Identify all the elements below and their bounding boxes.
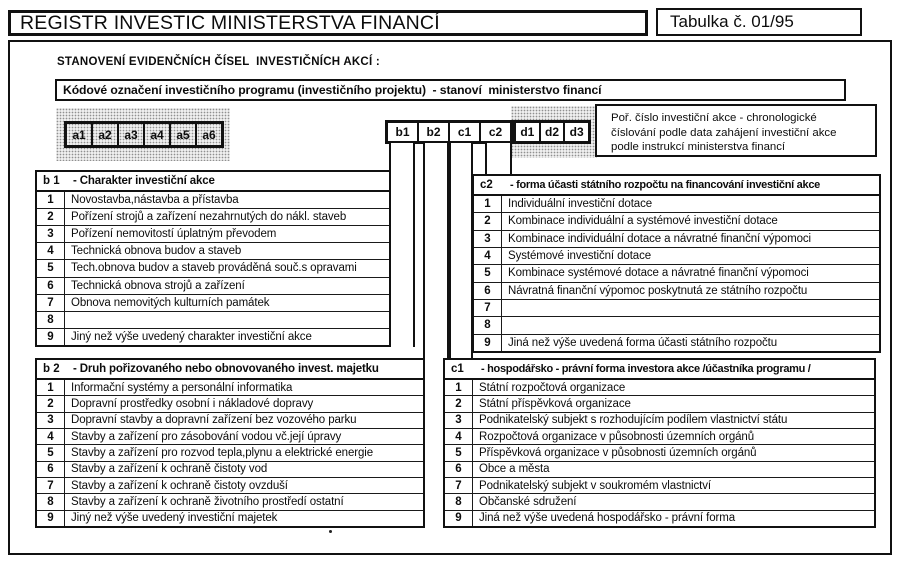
table-b1-code: b 1: [43, 175, 60, 187]
row-text: Dopravní stavby a dopravní zařízení bez vozového parku: [71, 414, 357, 427]
row-text: Stavby a zařízení pro rozvod tepla,plynu a elektrické energie: [71, 446, 374, 459]
row-number: 6: [37, 462, 65, 477]
row-number: 4: [445, 429, 473, 444]
row-text: Státní příspěvková organizace: [479, 397, 631, 410]
code-cell-a: a4: [145, 124, 171, 145]
row-text: Dopravní prostředky osobní i nákladové dopravy: [71, 397, 314, 410]
code-cell-bc: c2: [488, 125, 503, 139]
table-row: [474, 196, 879, 212]
table-row: [474, 299, 879, 316]
table-row: [37, 477, 423, 493]
row-text: Individuální investiční dotace: [508, 198, 653, 211]
table-row: [474, 282, 879, 299]
table-c2-code: c2: [480, 179, 493, 191]
table-c2-title: - forma účasti státního rozpočtu na financování investiční akce: [510, 179, 820, 191]
row-text: Příspěvková organizace v působnosti územních orgánů: [479, 446, 757, 459]
row-number: 3: [474, 231, 502, 247]
row-number: 1: [37, 380, 65, 395]
row-text: Návratná finanční výpomoc poskytnutá ze státního rozpočtu: [508, 284, 808, 297]
row-text: Stavby a zařízení k ochraně čistoty ovzduší: [71, 479, 288, 492]
row-text: [502, 317, 508, 333]
row-number: 8: [37, 494, 65, 509]
table-b1-body: [37, 192, 389, 345]
table-row: [474, 334, 879, 351]
row-number: 4: [474, 248, 502, 264]
row-number: 5: [474, 265, 502, 281]
row-text: Pořízení nemovitostí úplatným převodem: [71, 228, 277, 241]
code-cell-a: a1: [67, 124, 93, 145]
row-text: Jiný než výše uvedený charakter investiční akce: [71, 330, 312, 343]
code-cell-a: a6: [202, 127, 216, 142]
row-number: 8: [474, 317, 502, 333]
row-text: Kombinace individuální a systémové investiční dotace: [508, 215, 778, 228]
row-text: Stavby a zařízení k ochraně čistoty vod: [71, 463, 268, 476]
table-b2-code: b 2: [43, 363, 60, 375]
row-text: Podnikatelský subjekt v soukromém vlastnictví: [479, 479, 711, 492]
row-number: 7: [445, 478, 473, 493]
scan-dot-artifact: [329, 530, 332, 533]
table-row: [445, 380, 874, 395]
serial-note-line: podle instrukcí ministerstva financí: [611, 141, 786, 154]
row-text: Kombinace systémové dotace a návratné finanční výpomoci: [508, 267, 809, 280]
connector-line-b1: [389, 143, 415, 347]
table-c2-body: [474, 196, 879, 351]
table-row: [445, 477, 874, 493]
row-text: Systémové investiční dotace: [508, 250, 652, 263]
row-number: 6: [445, 462, 473, 477]
row-text: Podnikatelský subjekt s rozhodujícím podílem vlastnictví státu: [479, 414, 788, 427]
row-text: Novostavba,nástavba a přístavba: [71, 194, 239, 207]
row-text: Pořízení strojů a zařízení nezahrnutých do nákl. staveb: [71, 211, 347, 224]
row-number: 5: [445, 445, 473, 460]
table-row: [445, 412, 874, 428]
program-code-label-box: [55, 79, 846, 101]
table-row: [37, 510, 423, 526]
table-row: [37, 328, 389, 345]
row-text: Stavby a zařízení pro zásobování vodou vč.její úpravy: [71, 430, 342, 443]
connector-line-b2: [423, 143, 449, 358]
table-b1-title: - Charakter investiční akce: [73, 175, 215, 187]
table-number-box: [656, 8, 862, 36]
row-number: 1: [37, 192, 65, 208]
code-cell-d: d1: [516, 123, 541, 141]
table-row: [37, 493, 423, 509]
table-row: [37, 225, 389, 242]
row-text: Informační systémy a personální informatika: [71, 381, 293, 394]
table-c1-header: [445, 360, 874, 380]
row-text: Jiná než výše uvedená forma účasti státního rozpočtu: [508, 336, 778, 349]
code-cell-a: a3: [119, 124, 145, 145]
row-number: 2: [37, 396, 65, 411]
connector-line-c2: [485, 143, 512, 174]
table-b2-title: - Druh pořizovaného nebo obnovovaného invest. majetku: [73, 363, 379, 375]
table-row: [37, 412, 423, 428]
code-cell-d: d3: [569, 125, 584, 139]
table-row: [37, 277, 389, 294]
row-text: [502, 300, 508, 316]
row-number: 9: [37, 511, 65, 526]
row-text: Obnova nemovitých kulturních památek: [71, 296, 270, 309]
table-c2-header: [474, 176, 879, 196]
code-cells-d: [513, 120, 591, 144]
code-cells-a: [64, 121, 224, 148]
row-text: Jiný než výše uvedený investiční majetek: [71, 512, 278, 525]
row-number: 7: [37, 295, 65, 311]
table-row: [445, 444, 874, 460]
row-number: 1: [445, 380, 473, 395]
row-number: 6: [37, 278, 65, 294]
table-row: [474, 212, 879, 229]
row-number: 2: [37, 209, 65, 225]
table-row: [474, 316, 879, 333]
row-number: 8: [37, 312, 65, 328]
table-b2-body: [37, 380, 423, 526]
table-b1-header: [37, 172, 389, 192]
table-row: [37, 242, 389, 259]
row-number: 3: [37, 226, 65, 242]
row-number: 2: [445, 396, 473, 411]
document-title-box: [8, 10, 648, 36]
row-number: 6: [474, 283, 502, 299]
row-number: 3: [37, 413, 65, 428]
table-c1-code: c1: [451, 363, 464, 375]
table-row: [445, 461, 874, 477]
table-row: [474, 247, 879, 264]
table-row: [37, 461, 423, 477]
row-text: Rozpočtová organizace v působnosti územních orgánů: [479, 430, 755, 443]
row-number: 3: [445, 413, 473, 428]
table-row: [37, 259, 389, 276]
serial-note-box: [595, 104, 877, 157]
table-row: [37, 311, 389, 328]
table-row: [37, 380, 423, 395]
row-number: 2: [474, 213, 502, 229]
connector-line-c1: [449, 143, 473, 358]
row-text: Občanské sdružení: [479, 495, 577, 508]
code-cell-d: d2: [541, 123, 566, 141]
row-text: Jiná než výše uvedená hospodářsko - právní forma: [479, 512, 736, 525]
row-number: 9: [37, 329, 65, 345]
code-cells-bc: [385, 120, 513, 144]
row-number: 5: [37, 445, 65, 460]
code-cell-a: a5: [171, 124, 197, 145]
code-cell-a: a2: [93, 124, 119, 145]
serial-note-line: číslování podle data zahájení investiční akce: [611, 126, 837, 139]
row-text: Obce a města: [479, 463, 550, 476]
row-number: 7: [474, 300, 502, 316]
table-c1-body: [445, 380, 874, 526]
table-row: [445, 428, 874, 444]
row-number: 7: [37, 478, 65, 493]
row-text: Kombinace individuální dotace a návratné finanční výpomoci: [508, 232, 811, 245]
document-title: REGISTR INVESTIC MINISTERSTVA FINANCÍ: [20, 11, 440, 34]
row-number: 9: [474, 335, 502, 351]
table-c1-pravni-forma: [443, 358, 876, 528]
row-number: 9: [445, 511, 473, 526]
row-number: 4: [37, 243, 65, 259]
row-number: 5: [37, 260, 65, 276]
row-text: [65, 312, 71, 328]
code-cell-bc: b1: [388, 123, 419, 141]
code-cell-bc: c1: [450, 123, 481, 141]
row-text: Technická obnova strojů a zařízení: [71, 279, 245, 292]
table-row: [445, 493, 874, 509]
table-row: [37, 192, 389, 208]
row-number: 4: [37, 429, 65, 444]
program-code-label: Kódové označení investičního programu (investičního projektu) - stanoví ministerstvo financí: [63, 83, 602, 97]
table-row: [474, 230, 879, 247]
table-row: [37, 444, 423, 460]
table-row: [445, 395, 874, 411]
table-number: Tabulka č. 01/95: [670, 12, 794, 31]
table-row: [474, 264, 879, 281]
row-text: Technická obnova budov a staveb: [71, 245, 242, 258]
table-c1-title: - hospodářsko - právní forma investora akce /účastníka programu /: [481, 363, 811, 375]
table-row: [37, 428, 423, 444]
serial-note-line: Poř. číslo investiční akce - chronologické: [611, 112, 817, 124]
row-text: Státní rozpočtová organizace: [479, 381, 626, 394]
row-text: Tech.obnova budov a staveb prováděná souč.s opravami: [71, 262, 357, 275]
row-number: 1: [474, 196, 502, 212]
code-cell-bc: b2: [419, 123, 450, 141]
table-b1-charakter-akce: [35, 170, 391, 347]
table-row: [37, 395, 423, 411]
row-text: Stavby a zařízení k ochraně životního prostředí ostatní: [71, 495, 344, 508]
subtitle: STANOVENÍ EVIDENČNÍCH ČÍSEL INVESTIČNÍCH AKCÍ :: [57, 56, 380, 68]
table-c2-forma-ucasti: [472, 174, 881, 353]
table-row: [445, 510, 874, 526]
table-b2-header: [37, 360, 423, 380]
table-row: [37, 208, 389, 225]
row-number: 8: [445, 494, 473, 509]
table-row: [37, 294, 389, 311]
table-b2-druh-majetku: [35, 358, 425, 528]
